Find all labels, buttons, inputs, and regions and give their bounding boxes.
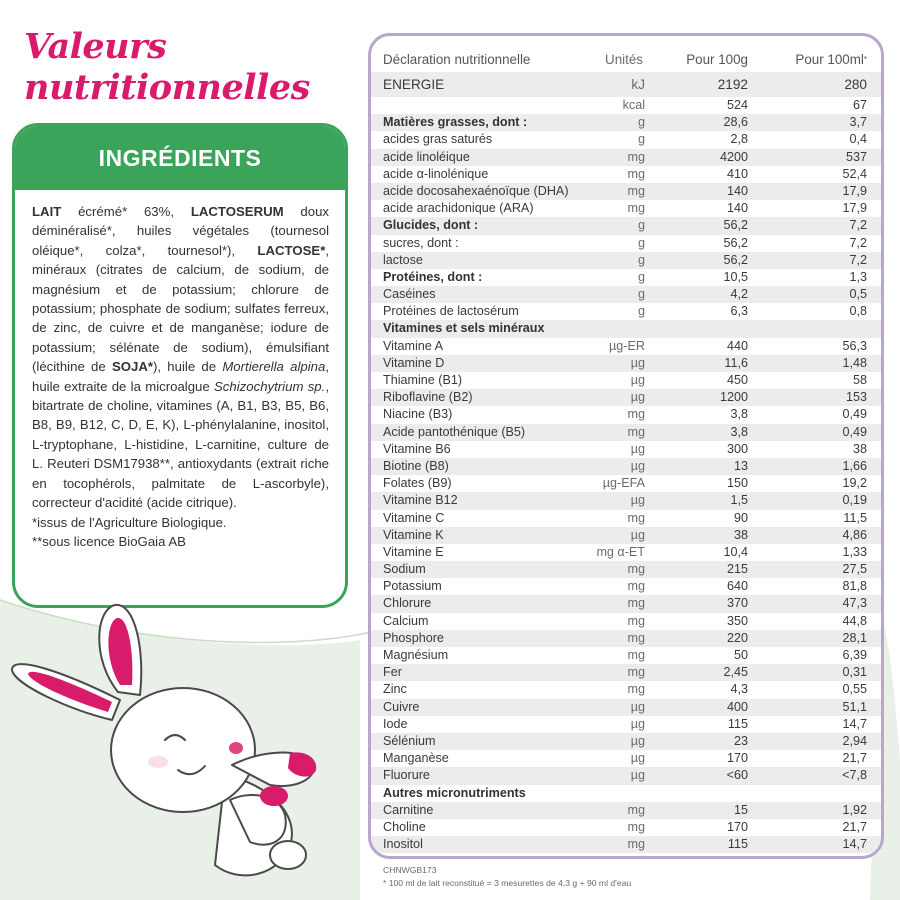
nutrient-name: Vitamine B12 (383, 493, 458, 508)
value-per-100g: 350 (726, 613, 748, 628)
table-row (371, 544, 881, 561)
value-per-100g: 215 (726, 562, 748, 577)
table-row (371, 166, 881, 183)
ingredients-note-license: **sous licence BioGaia AB (32, 533, 186, 549)
value-per-100ml: 1,66 (842, 458, 867, 473)
nutrient-unit: mg α-ET (596, 544, 645, 559)
table-row (371, 406, 881, 423)
header-declaration: Déclaration nutritionnelle (383, 52, 531, 67)
nutrient-name: Vitamine C (383, 510, 445, 525)
table-row (371, 131, 881, 148)
nutrient-unit: mg (627, 630, 645, 645)
nutrient-unit: mg (627, 802, 645, 817)
value-per-100ml: 2,94 (842, 733, 867, 748)
nutrition-table-header (371, 48, 881, 72)
value-per-100ml: 0,49 (842, 407, 867, 422)
table-row (371, 286, 881, 303)
header-units: Unités (605, 52, 643, 67)
table-row (371, 785, 881, 802)
table-row (371, 647, 881, 664)
nutrient-name: acide linoléique (383, 149, 470, 164)
value-per-100g: 11,6 (724, 355, 748, 370)
value-per-100g: 10,5 (723, 269, 748, 284)
value-per-100ml: 4,86 (842, 527, 867, 542)
nutrient-name: Biotine (B8) (383, 458, 449, 473)
nutrient-name: Vitamine B6 (383, 441, 451, 456)
value-per-100ml: 1,48 (842, 355, 867, 370)
nutrient-unit: mg (627, 819, 645, 834)
value-per-100g: 440 (726, 338, 748, 353)
ingredients-text (15, 190, 345, 551)
ingredients-heading: INGRÉDIENTS (15, 126, 345, 190)
nutrient-unit: mg (627, 201, 645, 216)
value-per-100g: 4200 (719, 149, 748, 164)
nutrient-unit: g (637, 269, 645, 284)
nutrient-unit: µg (630, 733, 645, 748)
ingredients-note-organic: *issus de l'Agriculture Biologique. (32, 514, 227, 530)
nutrient-name: Matières grasses, dont : (383, 115, 528, 130)
value-per-100ml: 6,39 (842, 648, 867, 662)
nutrient-name: Manganèse (383, 751, 449, 766)
bunny-illustration (0, 600, 360, 900)
header-per-100g: Pour 100g (686, 52, 748, 67)
nutrient-name: Choline (383, 819, 426, 834)
nutrient-name: Glucides, dont : (383, 218, 479, 233)
ingredient-segment: doux déminéralisé*, huiles végétales (tournesol oléique*, colza*, tournesol*), (32, 204, 329, 258)
nutrient-unit: g (637, 132, 645, 147)
value-per-100ml: 153 (845, 390, 867, 405)
value-per-100ml: 56,3 (842, 338, 867, 353)
table-row (371, 613, 881, 630)
nutrient-name: acide arachidonique (ARA) (383, 201, 534, 216)
nutrient-name: Riboflavine (B2) (383, 390, 473, 405)
nutrient-unit: mg (627, 648, 645, 662)
nutrient-unit: mg (627, 183, 645, 198)
nutrition-table-card (368, 33, 884, 859)
value-per-100g: 115 (727, 716, 748, 731)
value-per-100ml: <7,8 (842, 768, 867, 783)
table-row (371, 252, 881, 269)
nutrient-name: Fluorure (383, 768, 430, 783)
nutrient-unit: µg-ER (609, 338, 645, 353)
value-per-100ml: 52,4 (842, 166, 867, 181)
ingredient-segment: ), huile de (152, 359, 223, 375)
nutrient-unit: mg (627, 579, 645, 594)
nutrient-unit: µg-EFA (602, 476, 645, 491)
value-per-100ml: 58 (852, 373, 867, 387)
nutrient-name: acide docosahexaénoïque (DHA) (383, 183, 569, 198)
nutrient-unit: mg (627, 149, 645, 164)
nutrient-unit: µg (630, 699, 645, 714)
value-per-100ml: 17,9 (842, 183, 867, 198)
value-per-100ml: 28,1 (842, 630, 867, 645)
table-row (371, 72, 881, 97)
nutrient-unit: µg (630, 527, 645, 542)
ingredient-segment: écrémé* 63%, (61, 204, 191, 219)
nutrient-unit: mg (627, 837, 645, 852)
nutrient-name: Thiamine (B1) (383, 373, 463, 387)
ingredient-segment: Mortierella alpina (222, 359, 326, 375)
nutrient-name: Vitamine E (383, 544, 444, 559)
value-per-100ml: 14,7 (842, 837, 867, 852)
nutrient-name: Vitamines et sels minéraux (383, 321, 545, 336)
value-per-100ml: 280 (844, 77, 867, 92)
nutrient-unit: g (637, 252, 645, 267)
nutrient-unit: g (637, 218, 645, 233)
header-per-100ml (791, 48, 867, 72)
header-per-100ml-label: Pour 100ml (795, 52, 864, 67)
value-per-100ml: 38 (852, 441, 867, 456)
table-row (371, 458, 881, 475)
nutrient-unit: µg (630, 716, 645, 731)
nutrient-name: lactose (383, 252, 423, 267)
value-per-100ml: 19,2 (842, 476, 867, 491)
value-per-100ml: 0,19 (842, 493, 867, 508)
nutrient-name: Acide pantothénique (B5) (383, 424, 526, 439)
value-per-100ml: 27,5 (842, 562, 867, 577)
nutrient-name: Vitamine A (383, 338, 443, 353)
nutrient-name: Zinc (383, 682, 407, 697)
value-per-100ml: 0,49 (842, 424, 867, 439)
value-per-100ml: 0,55 (842, 682, 867, 697)
value-per-100g: 56,2 (723, 252, 748, 267)
nutrient-unit: µg (630, 768, 645, 783)
nutrient-name: Cuivre (383, 699, 420, 714)
value-per-100g: <60 (726, 768, 748, 783)
value-per-100g: 2,8 (730, 132, 748, 147)
nutrient-unit: µg (630, 458, 645, 473)
value-per-100ml: 1,3 (849, 269, 867, 284)
nutrient-name: Sélénium (383, 733, 436, 748)
nutrient-unit: kJ (631, 77, 645, 92)
value-per-100ml: 0,8 (849, 304, 867, 319)
nutrient-name: acide α-linolénique (383, 166, 489, 181)
nutrient-unit: g (637, 304, 645, 319)
nutrient-name: Potassium (383, 579, 442, 594)
value-per-100g: 56,2 (723, 235, 748, 250)
title-line-2: nutritionnelles (24, 67, 310, 108)
table-row (371, 836, 881, 853)
nutrient-unit: mg (627, 424, 645, 439)
table-row (371, 733, 881, 750)
value-per-100ml: 81,8 (842, 579, 867, 594)
value-per-100g: 115 (727, 837, 748, 852)
value-per-100g: 1200 (719, 390, 748, 405)
table-row (371, 630, 881, 647)
table-row (371, 269, 881, 286)
nutrient-unit: mg (627, 665, 645, 680)
nutrient-unit: mg (627, 613, 645, 628)
value-per-100g: 4,2 (730, 287, 748, 302)
table-row (371, 681, 881, 698)
nutrient-unit: g (637, 235, 645, 250)
footnotes (383, 864, 631, 890)
ingredient-segment: Schizochytrium sp. (214, 378, 326, 394)
nutrient-name: Calcium (383, 613, 429, 628)
nutrient-unit: g (637, 115, 645, 130)
table-row (371, 389, 881, 406)
value-per-100ml: 21,7 (842, 819, 867, 834)
nutrient-unit: kcal (622, 98, 645, 112)
value-per-100g: 170 (726, 751, 748, 766)
table-row (371, 303, 881, 320)
value-per-100g: 56,2 (723, 218, 748, 233)
value-per-100g: 140 (726, 201, 748, 216)
table-row (371, 338, 881, 355)
nutrient-name: Fer (383, 665, 402, 680)
value-per-100ml: 51,1 (842, 699, 867, 714)
table-row (371, 510, 881, 527)
value-per-100g: 450 (726, 373, 748, 387)
value-per-100g: 10,4 (723, 544, 748, 559)
table-row (371, 664, 881, 681)
nutrient-name: Niacine (B3) (383, 407, 453, 422)
value-per-100ml: 0,5 (849, 287, 867, 302)
value-per-100g: 140 (726, 183, 748, 198)
nutrient-name: Autres micronutriments (383, 785, 526, 800)
nutrition-table (371, 48, 881, 853)
nutrient-unit: µg (630, 751, 645, 766)
value-per-100g: 150 (726, 476, 748, 491)
nutrient-name: Inositol (383, 837, 423, 852)
header-per-100ml-mark: * (863, 55, 867, 64)
nutrient-name: ENERGIE (383, 77, 445, 92)
value-per-100ml: 7,2 (849, 235, 867, 250)
value-per-100ml: 1,33 (842, 544, 867, 559)
value-per-100ml: 0,31 (842, 665, 867, 680)
value-per-100g: 524 (726, 98, 748, 112)
nutrient-name: Carnitine (383, 802, 434, 817)
nutrient-name: Caséines (383, 287, 436, 302)
nutrient-name: Magnésium (383, 648, 449, 662)
nutrient-unit: mg (627, 596, 645, 611)
table-row (371, 716, 881, 733)
product-code: CHNWGB173 (383, 865, 437, 875)
nutrient-name: Protéines de lactosérum (383, 304, 519, 319)
value-per-100g: 2,45 (723, 665, 748, 680)
ingredient-segment: , huile extraite de la microalgue (32, 359, 329, 394)
table-row (371, 595, 881, 612)
table-row (371, 578, 881, 595)
value-per-100ml: 21,7 (842, 751, 867, 766)
ingredients-list (32, 204, 329, 510)
nutrient-name: sucres, dont : (383, 235, 459, 250)
table-row (371, 235, 881, 252)
value-per-100ml: 7,2 (849, 218, 867, 233)
nutrient-name: Iode (383, 716, 408, 731)
reconstitution-note: * 100 ml de lait reconstitué = 3 mesurettes de 4,3 g + 90 ml d'eau (383, 878, 632, 888)
value-per-100g: 1,5 (730, 493, 748, 508)
ingredient-segment: LAIT (32, 204, 62, 219)
value-per-100g: 15 (733, 802, 748, 817)
table-row (371, 183, 881, 200)
value-per-100g: 300 (726, 441, 748, 456)
table-row (371, 355, 881, 372)
value-per-100g: 6,3 (730, 304, 748, 319)
value-per-100ml: 44,8 (842, 613, 867, 628)
table-row (371, 149, 881, 166)
table-row (371, 561, 881, 578)
table-row (371, 767, 881, 784)
value-per-100ml: 67 (852, 98, 867, 112)
value-per-100g: 400 (726, 699, 748, 714)
value-per-100g: 13 (733, 458, 748, 473)
value-per-100ml: 537 (845, 149, 867, 164)
table-row (371, 424, 881, 441)
nutrient-name: Vitamine K (383, 527, 444, 542)
ingredient-segment: LACTOSERUM (190, 204, 284, 219)
value-per-100ml: 3,7 (849, 115, 867, 130)
nutrient-unit: µg (630, 493, 645, 508)
value-per-100g: 2192 (717, 77, 748, 92)
value-per-100ml: 7,2 (849, 252, 867, 267)
value-per-100g: 3,8 (730, 424, 748, 439)
value-per-100g: 3,8 (730, 407, 748, 422)
value-per-100g: 28,6 (723, 115, 748, 130)
ingredient-segment: LACTOSE* (257, 242, 326, 258)
nutrient-unit: mg (627, 407, 645, 422)
nutrient-name: Phosphore (383, 630, 444, 645)
table-row (371, 475, 881, 492)
value-per-100ml: 14,7 (842, 716, 867, 731)
value-per-100g: 90 (733, 510, 748, 525)
nutrient-unit: mg (627, 166, 645, 181)
nutrient-name: acides gras saturés (383, 132, 493, 147)
value-per-100ml: 1,92 (842, 802, 867, 817)
value-per-100g: 370 (726, 596, 748, 611)
value-per-100g: 170 (726, 819, 748, 834)
value-per-100ml: 0,4 (849, 132, 867, 147)
nutrient-unit: µg (630, 373, 645, 387)
value-per-100g: 23 (733, 733, 748, 748)
table-row (371, 441, 881, 458)
nutrient-unit: g (637, 287, 645, 302)
table-row (371, 372, 881, 389)
nutrient-name: Sodium (383, 562, 426, 577)
table-row (371, 699, 881, 716)
value-per-100g: 4,3 (730, 682, 748, 697)
ingredient-segment: , bitartrate de choline, vitamines (A, B1, B3, B5, B6, B8, B9, B12, C, D, E, K), L-phénylalanine, inositol, L-tryptophane, L-histidine, L-carnitine, culture de L. Reuteri DSM17938**, antioxydants (extrait riche en tocophérols, palmitate de L-ascorbyle), correcteur d'acidité (acide citrique). (32, 378, 329, 511)
value-per-100g: 410 (726, 166, 748, 181)
table-row (371, 114, 881, 131)
value-per-100ml: 11,5 (843, 510, 867, 525)
value-per-100g: 38 (733, 527, 748, 542)
value-per-100ml: 47,3 (842, 596, 867, 611)
table-row (371, 200, 881, 217)
table-row (371, 492, 881, 509)
ingredients-card (12, 123, 348, 608)
nutrient-unit: µg (630, 441, 645, 456)
value-per-100g: 50 (733, 648, 748, 662)
nutrient-unit: mg (627, 682, 645, 697)
value-per-100g: 220 (726, 630, 748, 645)
value-per-100ml: 17,9 (842, 201, 867, 216)
nutrient-name: Protéines, dont : (383, 269, 483, 284)
nutrient-unit: mg (627, 562, 645, 577)
table-row (371, 802, 881, 819)
table-row (371, 97, 881, 114)
nutrient-unit: mg (627, 510, 645, 525)
nutrient-name: Chlorure (383, 596, 432, 611)
nutrient-unit: µg (630, 390, 645, 405)
table-row (371, 750, 881, 767)
nutrient-name: Folates (B9) (383, 476, 452, 491)
nutrient-name: Vitamine D (383, 355, 445, 370)
nutrient-unit: µg (630, 355, 645, 370)
table-row (371, 527, 881, 544)
ingredient-segment: SOJA* (111, 359, 153, 375)
page-title (24, 26, 310, 108)
title-line-1: Valeurs (24, 26, 167, 67)
ingredient-segment: , minéraux (citrates de calcium, de sodium, de magnésium et de potassium; chlorure de potassium; phosphate de sodium; sulfates ferreux, de zinc, de cuivre et de manganèse; iodure de potassium; sélénate de sodium), émulsifiant (lécithine de (32, 242, 329, 375)
table-row (371, 320, 881, 337)
value-per-100g: 640 (726, 579, 748, 594)
table-row (371, 819, 881, 836)
table-row (371, 217, 881, 234)
